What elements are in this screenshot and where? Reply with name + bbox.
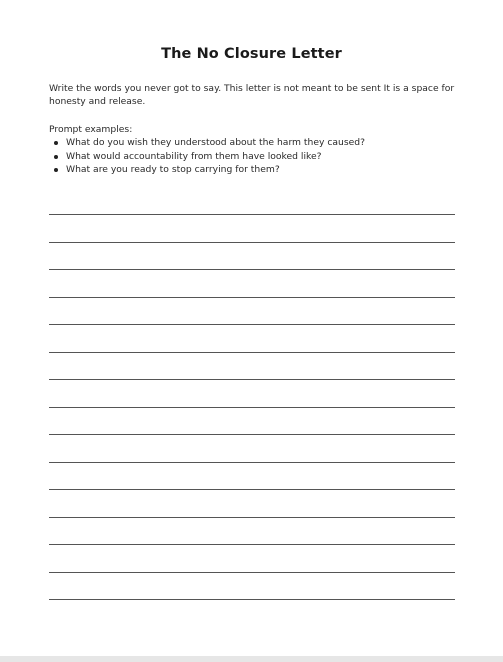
writing-line <box>49 544 455 545</box>
prompt-label: Prompt examples: <box>49 124 133 135</box>
intro-text: Write the words you never got to say. This letter is not meant to be sent It is a space for honesty and release. <box>49 83 455 107</box>
writing-line <box>49 517 455 518</box>
prompt-text: What do you wish they understood about the harm they caused? <box>66 137 366 148</box>
page-title: The No Closure Letter <box>161 46 342 62</box>
prompt-text: What would accountability from them have looked like? <box>66 150 322 162</box>
writing-line <box>49 599 455 600</box>
writing-line <box>49 489 455 490</box>
writing-line <box>49 462 455 463</box>
writing-line <box>49 297 455 298</box>
writing-line <box>49 407 455 408</box>
writing-line <box>49 324 455 325</box>
writing-line <box>49 269 455 270</box>
writing-line <box>49 572 455 573</box>
writing-line <box>49 242 455 243</box>
writing-line <box>49 352 455 353</box>
page-bottom-edge <box>0 656 503 662</box>
writing-line <box>49 434 455 435</box>
writing-line <box>49 379 455 380</box>
writing-area <box>49 0 455 656</box>
prompt-text: What are you ready to stop carrying for them? <box>66 164 280 176</box>
writing-line <box>49 214 455 215</box>
